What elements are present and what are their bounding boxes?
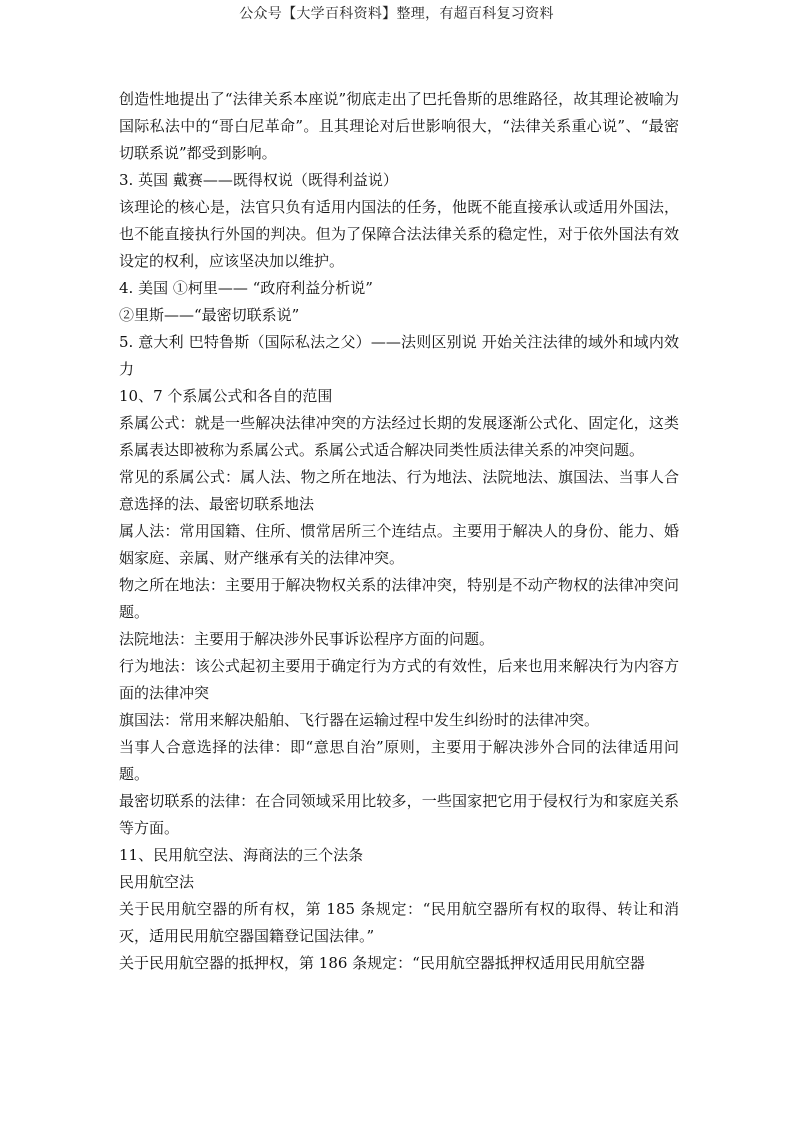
paragraph: 属人法：常用国籍、住所、惯常居所三个连结点。主要用于解决人的身份、能力、婚姻家庭、亲属、财产继承有关的法律冲突。 — [119, 522, 679, 567]
paragraph: 当事人合意选择的法律：即“意思自治”原则，主要用于解决涉外合同的法律适用问题。 — [119, 738, 679, 783]
paragraph: 最密切联系的法律：在合同领域采用比较多，一些国家把它用于侵权行为和家庭关系等方面。 — [119, 792, 679, 837]
paragraph: 关于民用航空器的所有权，第 185 条规定：“民用航空器所有权的取得、转让和消灭，适用民用航空器国籍登记国法律。” — [119, 900, 679, 945]
paragraph: 系属公式：就是一些解决法律冲突的方法经过长期的发展逐渐公式化、固定化，这类系属表达即被称为系属公式。系属公式适合解决同类性质法律关系的冲突问题。 — [119, 414, 679, 459]
paragraph: 3. 英国 戴赛——既得权说（既得利益说） — [119, 171, 398, 189]
paragraph: ②里斯——“最密切联系说” — [119, 306, 300, 324]
section-heading: 10、7 个系属公式和各自的范围 — [119, 387, 333, 405]
paragraph: 4. 美国 ①柯里—— “政府利益分析说” — [119, 279, 373, 297]
paragraph: 关于民用航空器的抵押权，第 186 条规定：“民用航空器抵押权适用民用航空器 — [119, 954, 645, 972]
paragraph: 该理论的核心是，法官只负有适用内国法的任务，他既不能直接承认或适用外国法，也不能直接执行外国的判决。但为了保障合法法律关系的稳定性，对于依外国法有效设定的权利，应该坚决加以维护。 — [119, 198, 679, 270]
paragraph: 物之所在地法：主要用于解决物权关系的法律冲突，特别是不动产物权的法律冲突问题。 — [119, 576, 679, 621]
paragraph: 5. 意大利 巴特鲁斯（国际私法之父）——法则区别说 开始关注法律的域外和域内效力 — [119, 333, 679, 378]
section-heading: 11、民用航空法、海商法的三个法条 — [119, 846, 364, 864]
paragraph: 法院地法：主要用于解决涉外民事诉讼程序方面的问题。 — [119, 630, 495, 648]
subsection-heading: 民用航空法 — [119, 873, 195, 891]
paragraph: 旗国法：常用来解决船舶、飞行器在运输过程中发生纠纷时的法律冲突。 — [119, 711, 600, 729]
paragraph: 创造性地提出了“法律关系本座说”彻底走出了巴托鲁斯的思维路径，故其理论被喻为国际私法中的“哥白尼革命”。且其理论对后世影响很大，“法律关系重心说”、“最密切联系说”都受到影响。 — [119, 90, 679, 162]
document-body — [119, 86, 679, 977]
page-header: 公众号【大学百科资料】整理，有超百科复习资料 — [239, 6, 554, 22]
paragraph: 行为地法：该公式起初主要用于确定行为方式的有效性，后来也用来解决行为内容方面的法律冲突 — [119, 657, 679, 702]
paragraph: 常见的系属公式：属人法、物之所在地法、行为地法、法院地法、旗国法、当事人合意选择的法、最密切联系地法 — [119, 468, 679, 513]
